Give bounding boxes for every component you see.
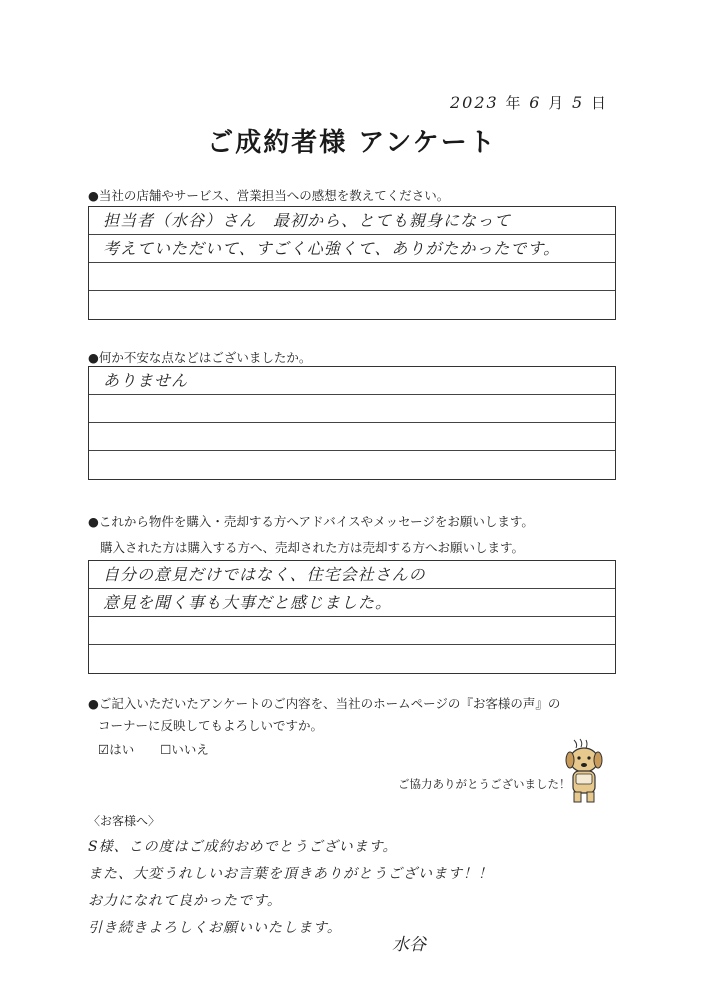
date-day: 5 <box>572 93 585 112</box>
thanks-message: ご協力ありがとうございました！ <box>398 777 571 791</box>
message-line: お力になれて良かったです。 <box>88 893 282 909</box>
answer-box-2 <box>88 366 616 480</box>
staff-signature: 水谷 <box>392 935 426 955</box>
consent-options <box>98 740 231 758</box>
staff-message <box>88 834 528 942</box>
question-1-label: ●当社の店舗やサービス、営業担当への感想を教えてください。 <box>88 188 450 203</box>
question-2-label: ●何か不安な点などはございましたか。 <box>88 350 312 365</box>
question-3-label-2: 購入された方は購入する方へ、売却された方は売却する方へお願いします。 <box>100 540 525 555</box>
answer-3-line-4 <box>89 645 615 673</box>
date-year: 2023 <box>449 93 499 112</box>
answer-box-1 <box>88 206 616 320</box>
answer-box-3 <box>88 560 616 674</box>
consent-no-checkbox[interactable]: ☐いいえ <box>160 742 209 757</box>
answer-1-line-2: 考えていただいて、すごく心強くて、ありがたかったです。 <box>89 235 615 263</box>
question-3-label: ●これから物件を購入・売却する方へアドバイスやメッセージをお願いします。 <box>88 514 534 529</box>
date-month: 6 <box>529 93 542 112</box>
answer-1-line-4 <box>89 291 615 319</box>
consent-yes-checkbox[interactable]: ☑はい <box>98 742 135 757</box>
answer-1-line-3 <box>89 263 615 291</box>
date-year-unit: 年 <box>505 94 523 112</box>
date-month-unit: 月 <box>548 94 566 112</box>
page-title: ご成約者様 アンケート <box>207 128 497 158</box>
message-line: 引き続きよろしくお願いいたします。 <box>88 920 342 936</box>
answer-2-line-3 <box>89 423 615 451</box>
answer-2-line-2 <box>89 395 615 423</box>
message-label: 〈お客様へ〉 <box>88 814 161 828</box>
answer-2-line-4 <box>89 451 615 479</box>
message-line: S様、この度はご成約おめでとうございます。 <box>88 839 398 855</box>
consent-label: ●ご記入いただいたアンケートのご内容を、当社のホームページの『お客様の声』の <box>88 696 561 711</box>
answer-1-line-1: 担当者（水谷）さん 最初から、とても親身になって <box>89 207 615 235</box>
message-line: また、大変うれしいお言葉を頂きありがとうございます！！ <box>88 866 493 882</box>
answer-2-line-1: ありません <box>89 367 615 395</box>
date-day-unit: 日 <box>590 94 608 112</box>
survey-date <box>450 92 608 113</box>
answer-3-line-1: 自分の意見だけではなく、住宅会社さんの <box>89 561 615 589</box>
dog-mascot-icon <box>560 738 610 804</box>
answer-3-line-3 <box>89 617 615 645</box>
answer-3-line-2: 意見を聞く事も大事だと感じました。 <box>89 589 615 617</box>
consent-label-2: コーナーに反映してもよろしいですか。 <box>98 718 324 733</box>
